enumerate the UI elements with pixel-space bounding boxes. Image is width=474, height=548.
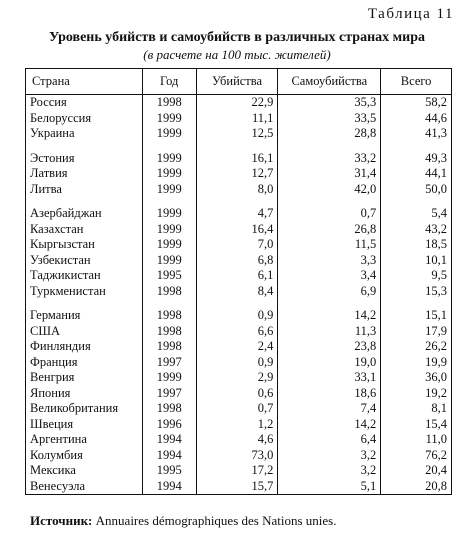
source-label: Источник: — [30, 513, 93, 528]
header-suicides: Самоубийства — [278, 69, 381, 95]
country-cell: Казахстан — [26, 222, 143, 238]
country-cell: Эстония — [26, 151, 143, 167]
country-cell: Белоруссия — [26, 111, 143, 127]
total-cell: 9,5 — [381, 268, 452, 284]
header-murders: Убийства — [196, 69, 278, 95]
table-subtitle: (в расчете на 100 тыс. жителей) — [143, 47, 331, 62]
suicides-cell: 26,8 — [278, 222, 381, 238]
murders-cell: 4,7 — [196, 206, 278, 222]
suicides-cell: 5,1 — [278, 479, 381, 495]
table-row — [26, 166, 452, 182]
country-cell: Туркменистан — [26, 284, 143, 300]
country-cell: Мексика — [26, 463, 143, 479]
year-cell: 1999 — [142, 253, 196, 269]
spacer-cell — [381, 142, 452, 151]
year-cell: 1999 — [142, 151, 196, 167]
suicides-cell: 3,4 — [278, 268, 381, 284]
table-number: Таблица 11 — [367, 6, 454, 22]
country-cell: США — [26, 324, 143, 340]
country-cell: Швеция — [26, 417, 143, 433]
murders-cell: 11,1 — [196, 111, 278, 127]
suicides-cell: 23,8 — [278, 339, 381, 355]
total-cell: 15,3 — [381, 284, 452, 300]
suicides-cell: 6,9 — [278, 284, 381, 300]
statistics-table — [25, 68, 452, 495]
year-cell: 1994 — [142, 432, 196, 448]
total-cell: 20,4 — [381, 463, 452, 479]
header-row — [26, 69, 452, 95]
table-row — [26, 339, 452, 355]
country-cell: Япония — [26, 386, 143, 402]
total-cell: 76,2 — [381, 448, 452, 464]
year-cell: 1998 — [142, 308, 196, 324]
country-cell: Азербайджан — [26, 206, 143, 222]
year-cell: 1998 — [142, 95, 196, 111]
total-cell: 36,0 — [381, 370, 452, 386]
year-cell: 1996 — [142, 417, 196, 433]
year-cell: 1999 — [142, 166, 196, 182]
year-cell: 1997 — [142, 355, 196, 371]
year-cell: 1994 — [142, 448, 196, 464]
year-cell: 1998 — [142, 401, 196, 417]
table-row — [26, 95, 452, 111]
murders-cell: 73,0 — [196, 448, 278, 464]
country-cell: Кыргызстан — [26, 237, 143, 253]
spacer-cell — [381, 299, 452, 308]
group-spacer — [26, 299, 452, 308]
year-cell: 1999 — [142, 182, 196, 198]
suicides-cell: 3,2 — [278, 448, 381, 464]
total-cell: 15,4 — [381, 417, 452, 433]
suicides-cell: 18,6 — [278, 386, 381, 402]
country-cell: Латвия — [26, 166, 143, 182]
country-cell: Финляндия — [26, 339, 143, 355]
murders-cell: 16,4 — [196, 222, 278, 238]
table-row — [26, 401, 452, 417]
header-total: Всего — [381, 69, 452, 95]
table-row — [26, 355, 452, 371]
country-cell: Литва — [26, 182, 143, 198]
total-cell: 26,2 — [381, 339, 452, 355]
table-row — [26, 479, 452, 495]
year-cell: 1997 — [142, 386, 196, 402]
spacer-cell — [196, 299, 278, 308]
murders-cell: 22,9 — [196, 95, 278, 111]
year-cell: 1994 — [142, 479, 196, 495]
table-row — [26, 126, 452, 142]
total-cell: 44,6 — [381, 111, 452, 127]
table-row — [26, 182, 452, 198]
total-cell: 20,8 — [381, 479, 452, 495]
table-row — [26, 237, 452, 253]
total-cell: 11,0 — [381, 432, 452, 448]
suicides-cell: 14,2 — [278, 308, 381, 324]
suicides-cell: 42,0 — [278, 182, 381, 198]
total-cell: 10,1 — [381, 253, 452, 269]
spacer-cell — [142, 142, 196, 151]
spacer-cell — [142, 197, 196, 206]
suicides-cell: 3,3 — [278, 253, 381, 269]
total-cell: 41,3 — [381, 126, 452, 142]
table-header — [26, 69, 452, 95]
table-row — [26, 268, 452, 284]
year-cell: 1998 — [142, 324, 196, 340]
suicides-cell: 11,5 — [278, 237, 381, 253]
suicides-cell: 33,5 — [278, 111, 381, 127]
spacer-cell — [196, 142, 278, 151]
total-cell: 8,1 — [381, 401, 452, 417]
source-text: Annuaires démographiques des Nations unies. — [95, 513, 337, 528]
table-row — [26, 206, 452, 222]
spacer-cell — [278, 299, 381, 308]
table-row — [26, 151, 452, 167]
source-note — [30, 513, 336, 529]
total-cell: 18,5 — [381, 237, 452, 253]
table-row — [26, 370, 452, 386]
suicides-cell: 6,4 — [278, 432, 381, 448]
murders-cell: 7,0 — [196, 237, 278, 253]
spacer-cell — [142, 299, 196, 308]
header-year: Год — [142, 69, 196, 95]
suicides-cell: 3,2 — [278, 463, 381, 479]
table-row — [26, 111, 452, 127]
total-cell: 19,2 — [381, 386, 452, 402]
year-cell: 1999 — [142, 111, 196, 127]
table-row — [26, 308, 452, 324]
suicides-cell: 14,2 — [278, 417, 381, 433]
year-cell: 1999 — [142, 237, 196, 253]
country-cell: Колумбия — [26, 448, 143, 464]
table-row — [26, 417, 452, 433]
total-cell: 50,0 — [381, 182, 452, 198]
total-cell: 19,9 — [381, 355, 452, 371]
murders-cell: 8,0 — [196, 182, 278, 198]
country-cell: Россия — [26, 95, 143, 111]
country-cell: Узбекистан — [26, 253, 143, 269]
murders-cell: 12,7 — [196, 166, 278, 182]
country-cell: Таджикистан — [26, 268, 143, 284]
murders-cell: 6,1 — [196, 268, 278, 284]
murders-cell: 2,9 — [196, 370, 278, 386]
murders-cell: 0,9 — [196, 355, 278, 371]
year-cell: 1999 — [142, 126, 196, 142]
spacer-cell — [26, 299, 143, 308]
group-spacer — [26, 197, 452, 206]
murders-cell: 2,4 — [196, 339, 278, 355]
country-cell: Великобритания — [26, 401, 143, 417]
murders-cell: 15,7 — [196, 479, 278, 495]
murders-cell: 12,5 — [196, 126, 278, 142]
country-cell: Украина — [26, 126, 143, 142]
table-body — [26, 95, 452, 495]
spacer-cell — [196, 197, 278, 206]
total-cell: 49,3 — [381, 151, 452, 167]
suicides-cell: 28,8 — [278, 126, 381, 142]
spacer-cell — [26, 142, 143, 151]
year-cell: 1999 — [142, 222, 196, 238]
murders-cell: 0,7 — [196, 401, 278, 417]
suicides-cell: 33,2 — [278, 151, 381, 167]
suicides-cell: 19,0 — [278, 355, 381, 371]
murders-cell: 17,2 — [196, 463, 278, 479]
table-row — [26, 222, 452, 238]
total-cell: 15,1 — [381, 308, 452, 324]
table-row — [26, 432, 452, 448]
spacer-cell — [381, 197, 452, 206]
year-cell: 1999 — [142, 206, 196, 222]
year-cell: 1995 — [142, 268, 196, 284]
murders-cell: 6,6 — [196, 324, 278, 340]
spacer-cell — [26, 197, 143, 206]
country-cell: Германия — [26, 308, 143, 324]
country-cell: Аргентина — [26, 432, 143, 448]
country-cell: Венгрия — [26, 370, 143, 386]
table-row — [26, 463, 452, 479]
murders-cell: 4,6 — [196, 432, 278, 448]
year-cell: 1998 — [142, 339, 196, 355]
total-cell: 43,2 — [381, 222, 452, 238]
table-row — [26, 253, 452, 269]
suicides-cell: 35,3 — [278, 95, 381, 111]
table-row — [26, 324, 452, 340]
suicides-cell: 7,4 — [278, 401, 381, 417]
country-cell: Франция — [26, 355, 143, 371]
total-cell: 44,1 — [381, 166, 452, 182]
murders-cell: 16,1 — [196, 151, 278, 167]
murders-cell: 0,9 — [196, 308, 278, 324]
suicides-cell: 31,4 — [278, 166, 381, 182]
table-row — [26, 448, 452, 464]
header-country: Страна — [26, 69, 143, 95]
table-title: Уровень убийств и самоубийств в различных странах мира — [48, 30, 426, 45]
table-row — [26, 284, 452, 300]
group-spacer — [26, 142, 452, 151]
suicides-cell: 11,3 — [278, 324, 381, 340]
year-cell: 1999 — [142, 370, 196, 386]
suicides-cell: 33,1 — [278, 370, 381, 386]
year-cell: 1998 — [142, 284, 196, 300]
murders-cell: 1,2 — [196, 417, 278, 433]
spacer-cell — [278, 197, 381, 206]
suicides-cell: 0,7 — [278, 206, 381, 222]
total-cell: 58,2 — [381, 95, 452, 111]
total-cell: 17,9 — [381, 324, 452, 340]
country-cell: Венесуэла — [26, 479, 143, 495]
murders-cell: 0,6 — [196, 386, 278, 402]
table-row — [26, 386, 452, 402]
murders-cell: 8,4 — [196, 284, 278, 300]
total-cell: 5,4 — [381, 206, 452, 222]
murders-cell: 6,8 — [196, 253, 278, 269]
year-cell: 1995 — [142, 463, 196, 479]
spacer-cell — [278, 142, 381, 151]
